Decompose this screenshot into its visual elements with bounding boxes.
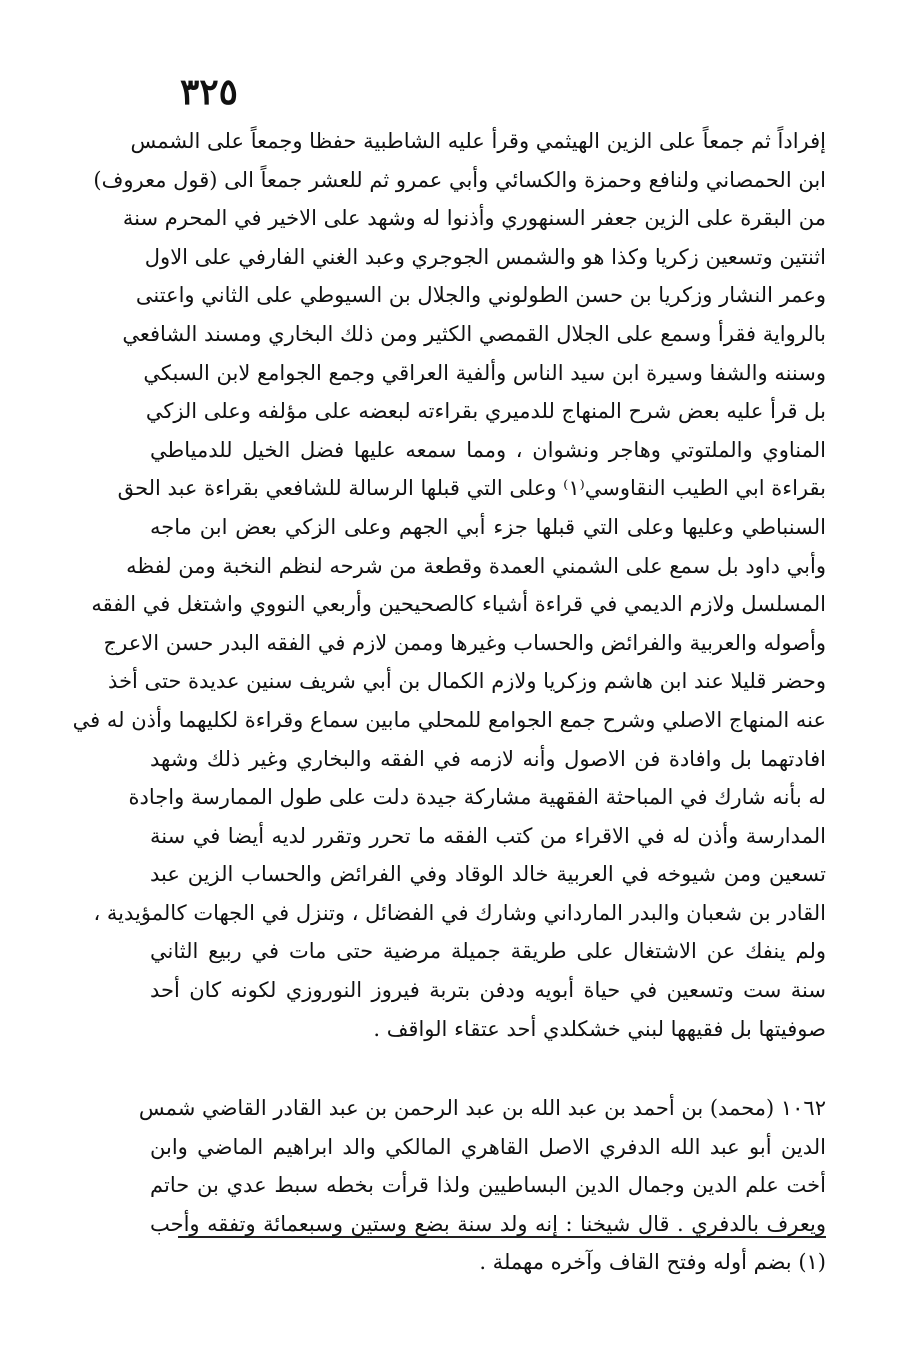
- text-line: وعمر النشار وزكريا بن حسن الطولوني والجلال بن السيوطي على الثاني واعتنى: [135, 283, 826, 308]
- text-line: افادتهما بل وافادة فن الاصول وأنه لازمه في الفقه والبخاري وغير ذلك وشهد: [150, 746, 826, 771]
- text-line: إفراداً ثم جمعاً على الزين الهيثمي وقرأ عليه الشاطبية حفظا وجمعاً على الشمس: [130, 129, 826, 153]
- text-line: عنه المنهاج الاصلي وشرح جمع الجوامع للمحلي مابين سماع وقراءة لكليهما وأذن له في: [72, 707, 826, 732]
- entry-line: أخت علم الدين وجمال الدين البساطيين ولذا قرأت بخطه سبط عدي بن حاتم: [150, 1173, 826, 1198]
- text-line: وحضر قليلا عند ابن هاشم وزكريا ولازم الكمال بن أبي شريف سنين عديدة حتى أخذ: [108, 669, 826, 694]
- entry-line: ١٠٦٢ (محمد) بن أحمد بن عبد الله بن عبد الرحمن بن عبد القادر القاضي شمس: [138, 1096, 826, 1120]
- text-line: بالرواية فقرأ وسمع على الجلال القمصي الكثير ومن ذلك البخاري ومسند الشافعي: [122, 321, 826, 346]
- text-line: القادر بن شعبان والبدر المارداني وشارك في الفضائل ، وتنزل في الجهات كالمؤيدية ،: [93, 900, 826, 925]
- text-line: له بأنه شارك في المباحثة الفقهية مشاركة جيدة دلت على طول الممارسة واجادة: [128, 785, 826, 810]
- text-line: تسعين ومن شيوخه في العربية خالد الوقاد وفي الفرائض والحساب الزين عبد: [150, 862, 826, 887]
- biography-entry: [138, 1089, 826, 1243]
- text-line: السنباطي وعليها وعلى التي قبلها جزء أبي الجهم وعلى الزكي بعض ابن ماجه: [150, 514, 826, 539]
- entry-line: الدين أبو عبد الله الدفري الاصل القاهري المالكي والد ابراهيم الماضي وابن: [150, 1134, 826, 1159]
- footnote-separator: [178, 1236, 826, 1238]
- text-line: المناوي والملتوتي وهاجر ونشوان ، ومما سمعه عليها فضل الخيل للدمياطي: [150, 437, 826, 462]
- text-line: المدارسة وأذن له في الاقراء من كتب الفقه ما تحرر وتقرر لديه أيضا في سنة: [150, 823, 826, 848]
- text-line: بقراءة ابي الطيب النقاوسي⁽١⁾ وعلى التي قبلها الرسالة للشافعي بقراءة عبد الحق: [117, 476, 826, 501]
- text-line: ولم ينفك عن الاشتغال على طريقة جميلة مرضية حتى مات في ربيع الثاني: [150, 939, 826, 964]
- text-line: اثنتين وتسعين زكريا وكذا هو والشمس الجوجري وعبد الغني الفارفي على الاول: [144, 244, 826, 269]
- text-line: ابن الحمصاني ولنافع وحمزة والكسائي وأبي عمرو ثم للعشر جمعاً الى (قول معروف): [93, 167, 826, 192]
- text-line: وأصوله والعربية والفرائض والحساب وغيرها وممن لازم في الفقه البدر حسن الاعرج: [103, 630, 826, 655]
- page-number: ٣٢٥: [180, 71, 239, 113]
- footnote: (١) بضم أوله وفتح القاف وآخره مهملة .: [479, 1250, 826, 1274]
- text-line: بل قرأ عليه بعض شرح المنهاج للدميري بقراءته لبعضه على مؤلفه وعلى الزكي: [145, 399, 826, 424]
- text-line: وأبي داود بل سمع على الشمني العمدة وقطعة من شرحه لنظم النخبة ومن لفظه: [126, 553, 826, 578]
- text-line: المسلسل ولازم الديمي في قراءة أشياء كالصحيحين وأربعي النووي واشتغل في الفقه: [91, 592, 826, 617]
- text-line: سنة ست وتسعين في حياة أبويه ودفن بتربة فيروز النوروزي لكونه كان أحد: [150, 978, 826, 1003]
- text-line: من البقرة على الزين جعفر السنهوري وأذنوا له وشهد على الاخير في المحرم سنة: [122, 206, 826, 231]
- entry-line: ويعرف بالدفري . قال شيخنا : إنه ولد سنة بضع وستين وسبعمائة وتفقه وأحب: [150, 1211, 826, 1236]
- main-paragraph: [72, 122, 826, 1048]
- text-line: وسننه والشفا وسيرة ابن سيد الناس وألفية العراقي وجمع الجوامع لابن السبكي: [143, 360, 826, 385]
- text-line: صوفيتها بل فقيهها لبني خشكلدي أحد عتقاء الواقف .: [373, 1016, 826, 1041]
